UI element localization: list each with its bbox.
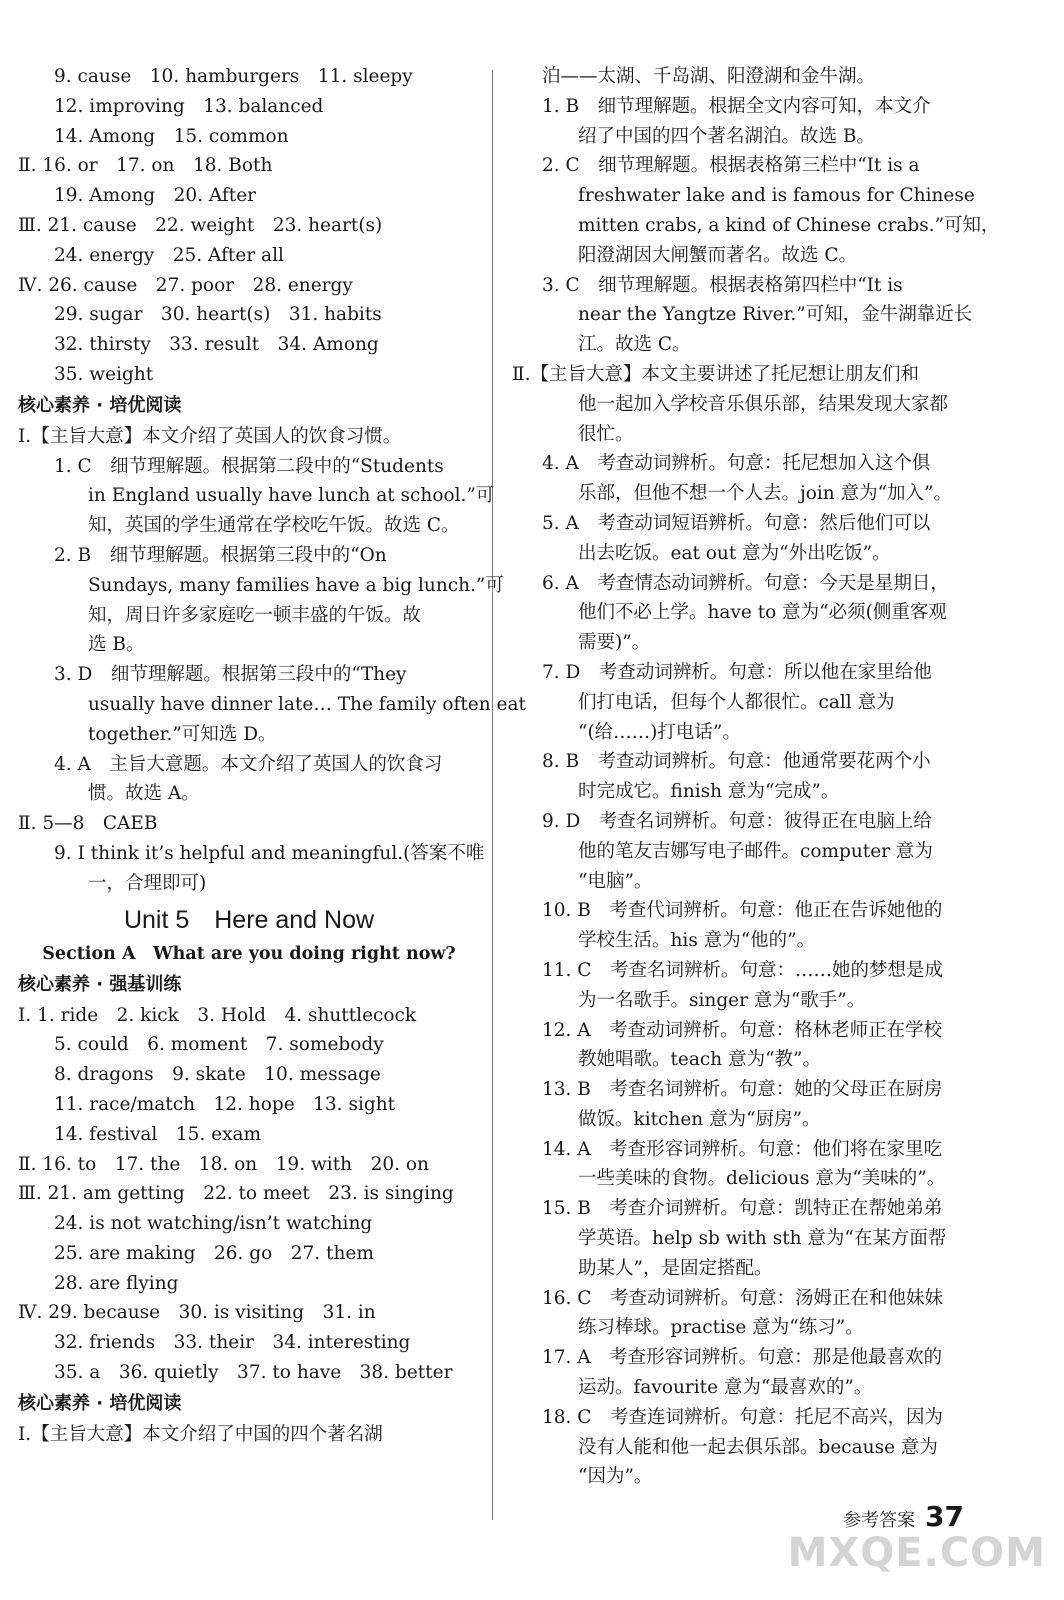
answer-line: 29. sugar 30. heart(s) 31. habits <box>54 304 382 326</box>
answer-line: 做饭。kitchen 意为“厨房”。 <box>578 1108 821 1130</box>
left-column <box>18 62 526 1450</box>
answer-line: 他们不必上学。have to 意为“必须(侧重客观 <box>578 602 947 624</box>
answer-line: 32. friends 33. their 34. interesting <box>54 1332 411 1354</box>
answer-line: 没有人能和他一起去俱乐部。because 意为 <box>578 1436 938 1458</box>
answer-line: 2. C 细节理解题。根据表格第三栏中“It is a <box>542 155 920 177</box>
answer-line: 9. I think it’s helpful and meaningful.(答案不唯 <box>54 842 485 864</box>
unit-title: Unit 5 Here and Now <box>123 905 375 934</box>
answer-line: 28. are flying <box>54 1272 179 1294</box>
answer-line: 江。故选 C。 <box>578 334 691 356</box>
answer-line: Ⅱ.【主旨大意】本文主要讲述了托尼想让朋友们和 <box>512 363 919 385</box>
answer-line: 需要)”。 <box>578 632 651 654</box>
answer-line: 4. A 考查动词辨析。句意：托尼想加入这个俱 <box>542 453 931 475</box>
answer-line: 32. thirsty 33. result 34. Among <box>54 334 379 356</box>
answer-line: 18. C 考查连词辨析。句意：托尼不高兴，因为 <box>542 1406 943 1428</box>
answer-line: in England usually have lunch at school.”可 <box>88 485 495 507</box>
answer-line: Ⅰ. 1. ride 2. kick 3. Hold 4. shuttlecock <box>18 1004 417 1026</box>
watermark-logo: MXQE.COM <box>787 1530 1046 1576</box>
answer-line: freshwater lake and is famous for Chinese <box>578 185 975 207</box>
answer-line: 12. A 考查动词辨析。句意：格林老师正在学校 <box>542 1019 943 1041</box>
answer-line: 学校生活。his 意为“他的”。 <box>578 930 816 952</box>
answer-line: Ⅰ.【主旨大意】本文介绍了英国人的饮食习惯。 <box>18 425 402 447</box>
answer-line: 知，周日许多家庭吃一顿丰盛的午饭。故 <box>88 604 422 626</box>
answer-line: 12. improving 13. balanced <box>54 95 324 117</box>
answer-line: 他的笔友吉娜写电子邮件。computer 意为 <box>578 840 933 862</box>
answer-line: 11. race/match 12. hope 13. sight <box>54 1093 396 1115</box>
answer-line: together.”可知选 D。 <box>88 723 277 745</box>
page-number: 37 <box>925 1500 964 1533</box>
answer-line: 4. A 主旨大意题。本文介绍了英国人的饮食习 <box>54 753 443 775</box>
column-divider <box>492 70 493 1520</box>
answer-line: 一些美味的食物。delicious 意为“美味的”。 <box>578 1168 946 1190</box>
answer-line: 16. C 考查动词辨析。句意：汤姆正在和他妹妹 <box>542 1287 943 1309</box>
answer-line: 1. C 细节理解题。根据第二段中的“Students <box>54 455 444 477</box>
answer-line: 3. D 细节理解题。根据第三段中的“They <box>54 664 407 686</box>
answer-line: 14. A 考查形容词辨析。句意：他们将在家里吃 <box>542 1138 943 1160</box>
answer-line: 5. A 考查动词短语辨析。句意：然后他们可以 <box>542 512 931 534</box>
answer-line: Ⅲ. 21. cause 22. weight 23. heart(s) <box>18 214 383 236</box>
answer-line: Ⅱ. 16. to 17. the 18. on 19. with 20. on <box>18 1153 429 1175</box>
answer-line: 25. are making 26. go 27. them <box>54 1242 374 1264</box>
answer-line: usually have dinner late… The family often eat <box>88 693 526 715</box>
answer-line: 很忙。 <box>578 423 634 445</box>
answer-line: 15. B 考查介词辨析。句意：凯特正在帮她弟弟 <box>542 1198 943 1220</box>
answer-line: 们打电话，但每个人都很忙。call 意为 <box>578 691 895 713</box>
answer-line: 练习棒球。practise 意为“练习”。 <box>578 1317 864 1339</box>
answer-line: 一，合理即可) <box>88 872 207 894</box>
answer-line: 8. dragons 9. skate 10. message <box>54 1064 381 1086</box>
answer-line: 为一名歌手。singer 意为“歌手”。 <box>578 989 866 1011</box>
answer-line: 24. energy 25. After all <box>54 244 284 266</box>
answer-line: 知，英国的学生通常在学校吃午饭。故选 C。 <box>88 515 460 537</box>
answer-line: 6. A 考查情态动词辨析。句意：今天是星期日， <box>542 572 949 594</box>
answer-line: 5. could 6. moment 7. somebody <box>54 1034 384 1056</box>
answer-line: “(给……)打电话”。 <box>578 721 741 743</box>
answer-line: mitten crabs, a kind of Chinese crabs.”可知， <box>578 214 1000 236</box>
answer-line: Ⅱ. 5—8 CAEB <box>18 813 158 835</box>
answer-line: 他一起加入学校音乐俱乐部，结果发现大家都 <box>578 393 949 415</box>
answer-line: 9. D 考查名词辨析。句意：彼得正在电脑上给 <box>542 810 932 832</box>
answer-line: Sundays, many families have a big lunch.”可 <box>88 574 504 596</box>
answer-line: 教她唱歌。teach 意为“教”。 <box>578 1049 821 1071</box>
answer-line: 出去吃饭。eat out 意为“外出吃饭”。 <box>578 542 891 564</box>
answer-line: 10. B 考查代词辨析。句意：他正在告诉她他的 <box>542 900 943 922</box>
answer-line: 1. B 细节理解题。根据全文内容可知，本文介 <box>542 95 931 117</box>
section-heading: 核心素养 · 强基训练 <box>18 973 182 995</box>
answer-line: 24. is not watching/isn’t watching <box>54 1213 373 1235</box>
answer-line: “因为”。 <box>578 1466 653 1488</box>
answer-line: Ⅱ. 16. or 17. on 18. Both <box>18 155 273 177</box>
answer-line: 8. B 考查动词辨析。句意：他通常要花两个小 <box>542 751 931 773</box>
answer-line: 13. B 考查名词辨析。句意：她的父母正在厨房 <box>542 1079 943 1101</box>
answer-line: 17. A 考查形容词辨析。句意：那是他最喜欢的 <box>542 1347 943 1369</box>
answer-line: 35. weight <box>54 363 154 385</box>
page-footer <box>843 1500 964 1533</box>
answer-line: 14. Among 15. common <box>54 125 289 147</box>
answer-line: 2. B 细节理解题。根据第三段中的“On <box>54 544 387 566</box>
footer-label: 参考答案 <box>843 1510 916 1531</box>
answer-line: 选 B。 <box>88 634 145 656</box>
answer-line: 乐部，但他不想一个人去。join 意为“加入”。 <box>578 483 953 505</box>
answer-line: 19. Among 20. After <box>54 185 257 207</box>
answer-line: 9. cause 10. hamburgers 11. sleepy <box>54 66 413 87</box>
answer-line: 时完成它。finish 意为“完成”。 <box>578 781 840 803</box>
section-heading: 核心素养 · 培优阅读 <box>18 1392 182 1414</box>
answer-line: 35. a 36. quietly 37. to have 38. better <box>54 1362 453 1384</box>
answer-line: Ⅳ. 29. because 30. is visiting 31. in <box>18 1302 376 1324</box>
answer-line: 绍了中国的四个著名湖泊。故选 B。 <box>578 125 875 147</box>
right-column <box>512 62 1000 1492</box>
answer-line: 运动。favourite 意为“最喜欢的”。 <box>578 1377 873 1399</box>
answer-line: near the Yangtze River.”可知，金牛湖靠近长 <box>578 304 973 326</box>
answer-line: 7. D 考查动词辨析。句意：所以他在家里给他 <box>542 661 932 683</box>
answer-line: 14. festival 15. exam <box>54 1123 262 1145</box>
answer-line: Ⅳ. 26. cause 27. poor 28. energy <box>18 274 353 296</box>
section-title: Section A What are you doing right now? <box>42 943 456 964</box>
answer-line: Ⅰ.【主旨大意】本文介绍了中国的四个著名湖 <box>18 1423 383 1445</box>
answer-line: 3. C 细节理解题。根据表格第四栏中“It is <box>542 274 903 296</box>
answer-line: Ⅲ. 21. am getting 22. to meet 23. is singing <box>18 1183 454 1205</box>
answer-line: 泊——太湖、千岛湖、阳澄湖和金牛湖。 <box>542 66 876 87</box>
answer-line: 学英语。help sb with sth 意为“在某方面帮 <box>578 1228 947 1250</box>
answer-line: 11. C 考查名词辨析。句意：……她的梦想是成 <box>542 959 943 981</box>
section-heading: 核心素养 · 培优阅读 <box>18 394 182 416</box>
answer-line: 惯。故选 A。 <box>88 783 200 805</box>
answer-line: “电脑”。 <box>578 870 653 892</box>
answer-line: 助某人”，是固定搭配。 <box>578 1257 773 1279</box>
answer-line: 阳澄湖因大闸蟹而著名。故选 C。 <box>578 244 858 266</box>
